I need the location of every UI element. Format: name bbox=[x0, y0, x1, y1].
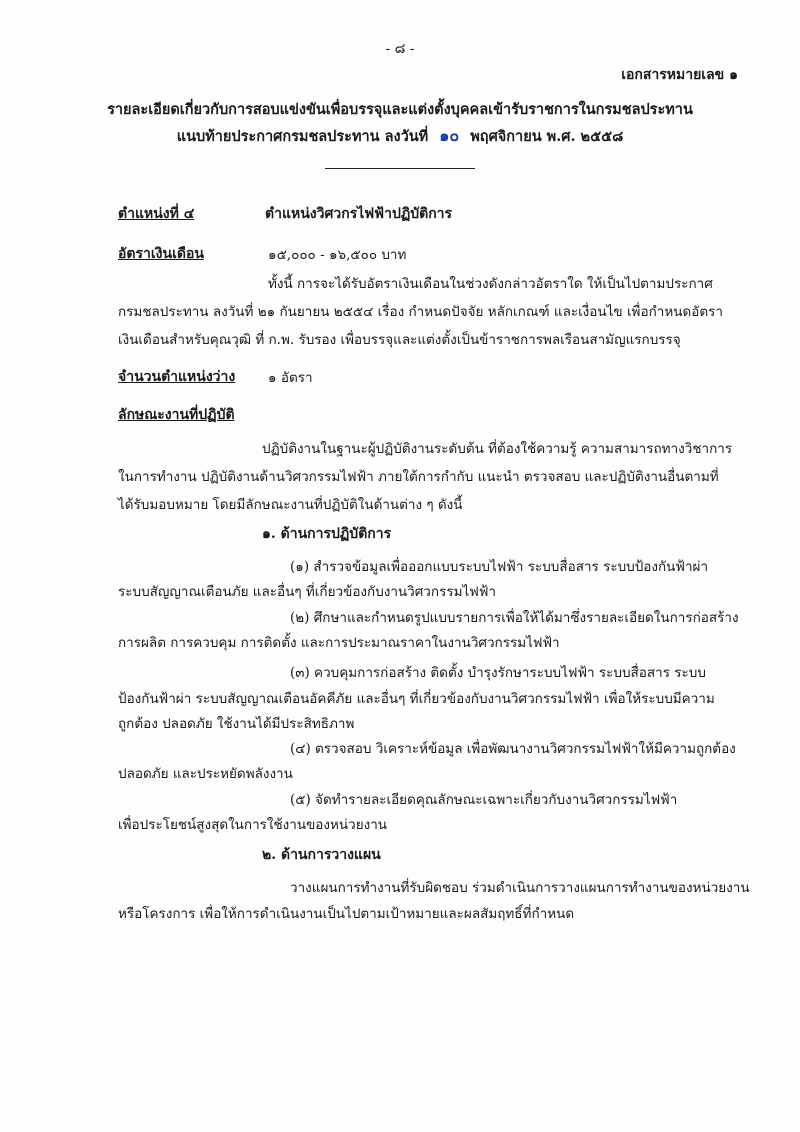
section-2-line-2: หรือโครงการ เพื่อให้การดำเนินงานเป็นไปตามเป้าหมายและผลสัมฤทธิ์ที่กำหนด bbox=[118, 906, 575, 922]
duties-intro-line-2: ในการทำงาน ปฏิบัติงานด้านวิศวกรรมไฟฟ้า ภายใต้การกำกับ แนะนำ ตรวจสอบ และปฏิบัติงานอื่นตามที่ bbox=[118, 469, 719, 485]
position-value: ตำแหน่งวิศวกรไฟฟ้าปฏิบัติการ bbox=[265, 206, 453, 222]
item-3-line-2: ป้องกันฟ้าผ่า ระบบสัญญาณเตือนอัคคีภัย และอื่นๆ ที่เกี่ยวข้องกับงานวิศวกรรมไฟฟ้า เพื่อให้ระบบมีความ bbox=[118, 691, 715, 707]
item-5-line-1: (๕) จัดทำรายละเอียดคุณลักษณะเฉพาะเกี่ยวกับงานวิศวกรรมไฟฟ้า bbox=[290, 792, 678, 808]
duties-label: ลักษณะงานที่ปฏิบัติ bbox=[118, 407, 235, 423]
item-1-line-1: (๑) สำรวจข้อมูลเพื่อออกแบบระบบไฟฟ้า ระบบสื่อสาร ระบบป้องกันฟ้าผ่า bbox=[290, 559, 709, 575]
salary-para-line-1: ทั้งนี้ การจะได้รับอัตราเงินเดือนในช่วงดังกล่าวอัตราใด ให้เป็นไปตามประกาศ bbox=[268, 276, 713, 292]
item-1-line-2: ระบบสัญญาณเตือนภัย และอื่นๆ ที่เกี่ยวข้องกับงานวิศวกรรมไฟฟ้า bbox=[118, 584, 496, 600]
title-line-2 bbox=[0, 124, 800, 149]
item-4-line-1: (๔) ตรวจสอบ วิเคราะห์ข้อมูล เพื่อพัฒนางานวิศวกรรมไฟฟ้าให้มีความถูกต้อง bbox=[290, 741, 736, 757]
title-line-2-prefix: แนบท้ายประกาศกรมชลประทาน ลงวันที่ bbox=[176, 128, 429, 145]
title-day: ๑๐ bbox=[439, 126, 460, 145]
salary-para-line-3: เงินเดือนสำหรับคุณวุฒิ ที่ ก.พ. รับรอง เพื่อบรรจุและแต่งตั้งเป็นข้าราชการพลเรือนสามัญแรกบรรจุ bbox=[118, 332, 681, 348]
section-2-line-1: วางแผนการทำงานที่รับผิดชอบ ร่วมดำเนินการวางแผนการทำงานของหน่วยงาน bbox=[290, 880, 750, 896]
item-3-line-1: (๓) ควบคุมการก่อสร้าง ติดตั้ง บำรุงรักษาระบบไฟฟ้า ระบบสื่อสาร ระบบ bbox=[290, 665, 706, 681]
vacancy-value: ๑ อัตรา bbox=[268, 370, 313, 386]
page-number: - ๘ - bbox=[385, 41, 415, 57]
duties-intro-line-3: ได้รับมอบหมาย โดยมีลักษณะงานที่ปฏิบัติในด้านต่าง ๆ ดังนี้ bbox=[118, 497, 463, 513]
salary-para-line-2: กรมชลประทาน ลงวันที่ ๒๑ กันยายน ๒๕๕๔ เรื่อง กำหนดปัจจัย หลักเกณฑ์ และเงื่อนไข เพื่อกำหนดอัตรา bbox=[118, 304, 723, 320]
item-2-line-2: การผลิต การควบคุม การติดตั้ง และการประมาณราคาในงานวิศวกรรมไฟฟ้า bbox=[118, 635, 560, 651]
item-5-line-2: เพื่อประโยชน์สูงสุดในการใช้งานของหน่วยงาน bbox=[118, 817, 388, 833]
section-1-heading: ๑. ด้านการปฏิบัติการ bbox=[262, 526, 392, 542]
position-label: ตำแหน่งที่ ๔ bbox=[118, 206, 195, 222]
title-divider bbox=[325, 168, 475, 169]
salary-value: ๑๕,๐๐๐ - ๑๖,๕๐๐ บาท bbox=[268, 247, 407, 263]
item-4-line-2: ปลอดภัย และประหยัดพลังงาน bbox=[118, 766, 293, 782]
item-2-line-1: (๒) ศึกษาและกำหนดรูปแบบรายการเพื่อให้ได้มาซึ่งรายละเอียดในการก่อสร้าง bbox=[290, 610, 739, 626]
document-number: เอกสารหมายเลข ๑ bbox=[621, 67, 738, 83]
salary-label: อัตราเงินเดือน bbox=[118, 246, 204, 262]
title-line-1: รายละเอียดเกี่ยวกับการสอบแข่งขันเพื่อบรรจุและแต่งตั้งบุคคลเข้ารับราชการในกรมชลประทาน bbox=[107, 101, 693, 118]
duties-intro-line-1: ปฏิบัติงานในฐานะผู้ปฏิบัติงานระดับต้น ที่ต้องใช้ความรู้ ความสามารถทางวิชาการ bbox=[262, 441, 733, 457]
section-2-heading: ๒. ด้านการวางแผน bbox=[262, 847, 381, 863]
title-line-2-suffix: พฤศจิกายน พ.ศ. ๒๕๕๘ bbox=[470, 128, 624, 145]
item-3-line-3: ถูกต้อง ปลอดภัย ใช้งานได้มีประสิทธิภาพ bbox=[118, 716, 355, 732]
vacancy-label: จำนวนตำแหน่งว่าง bbox=[118, 369, 236, 385]
